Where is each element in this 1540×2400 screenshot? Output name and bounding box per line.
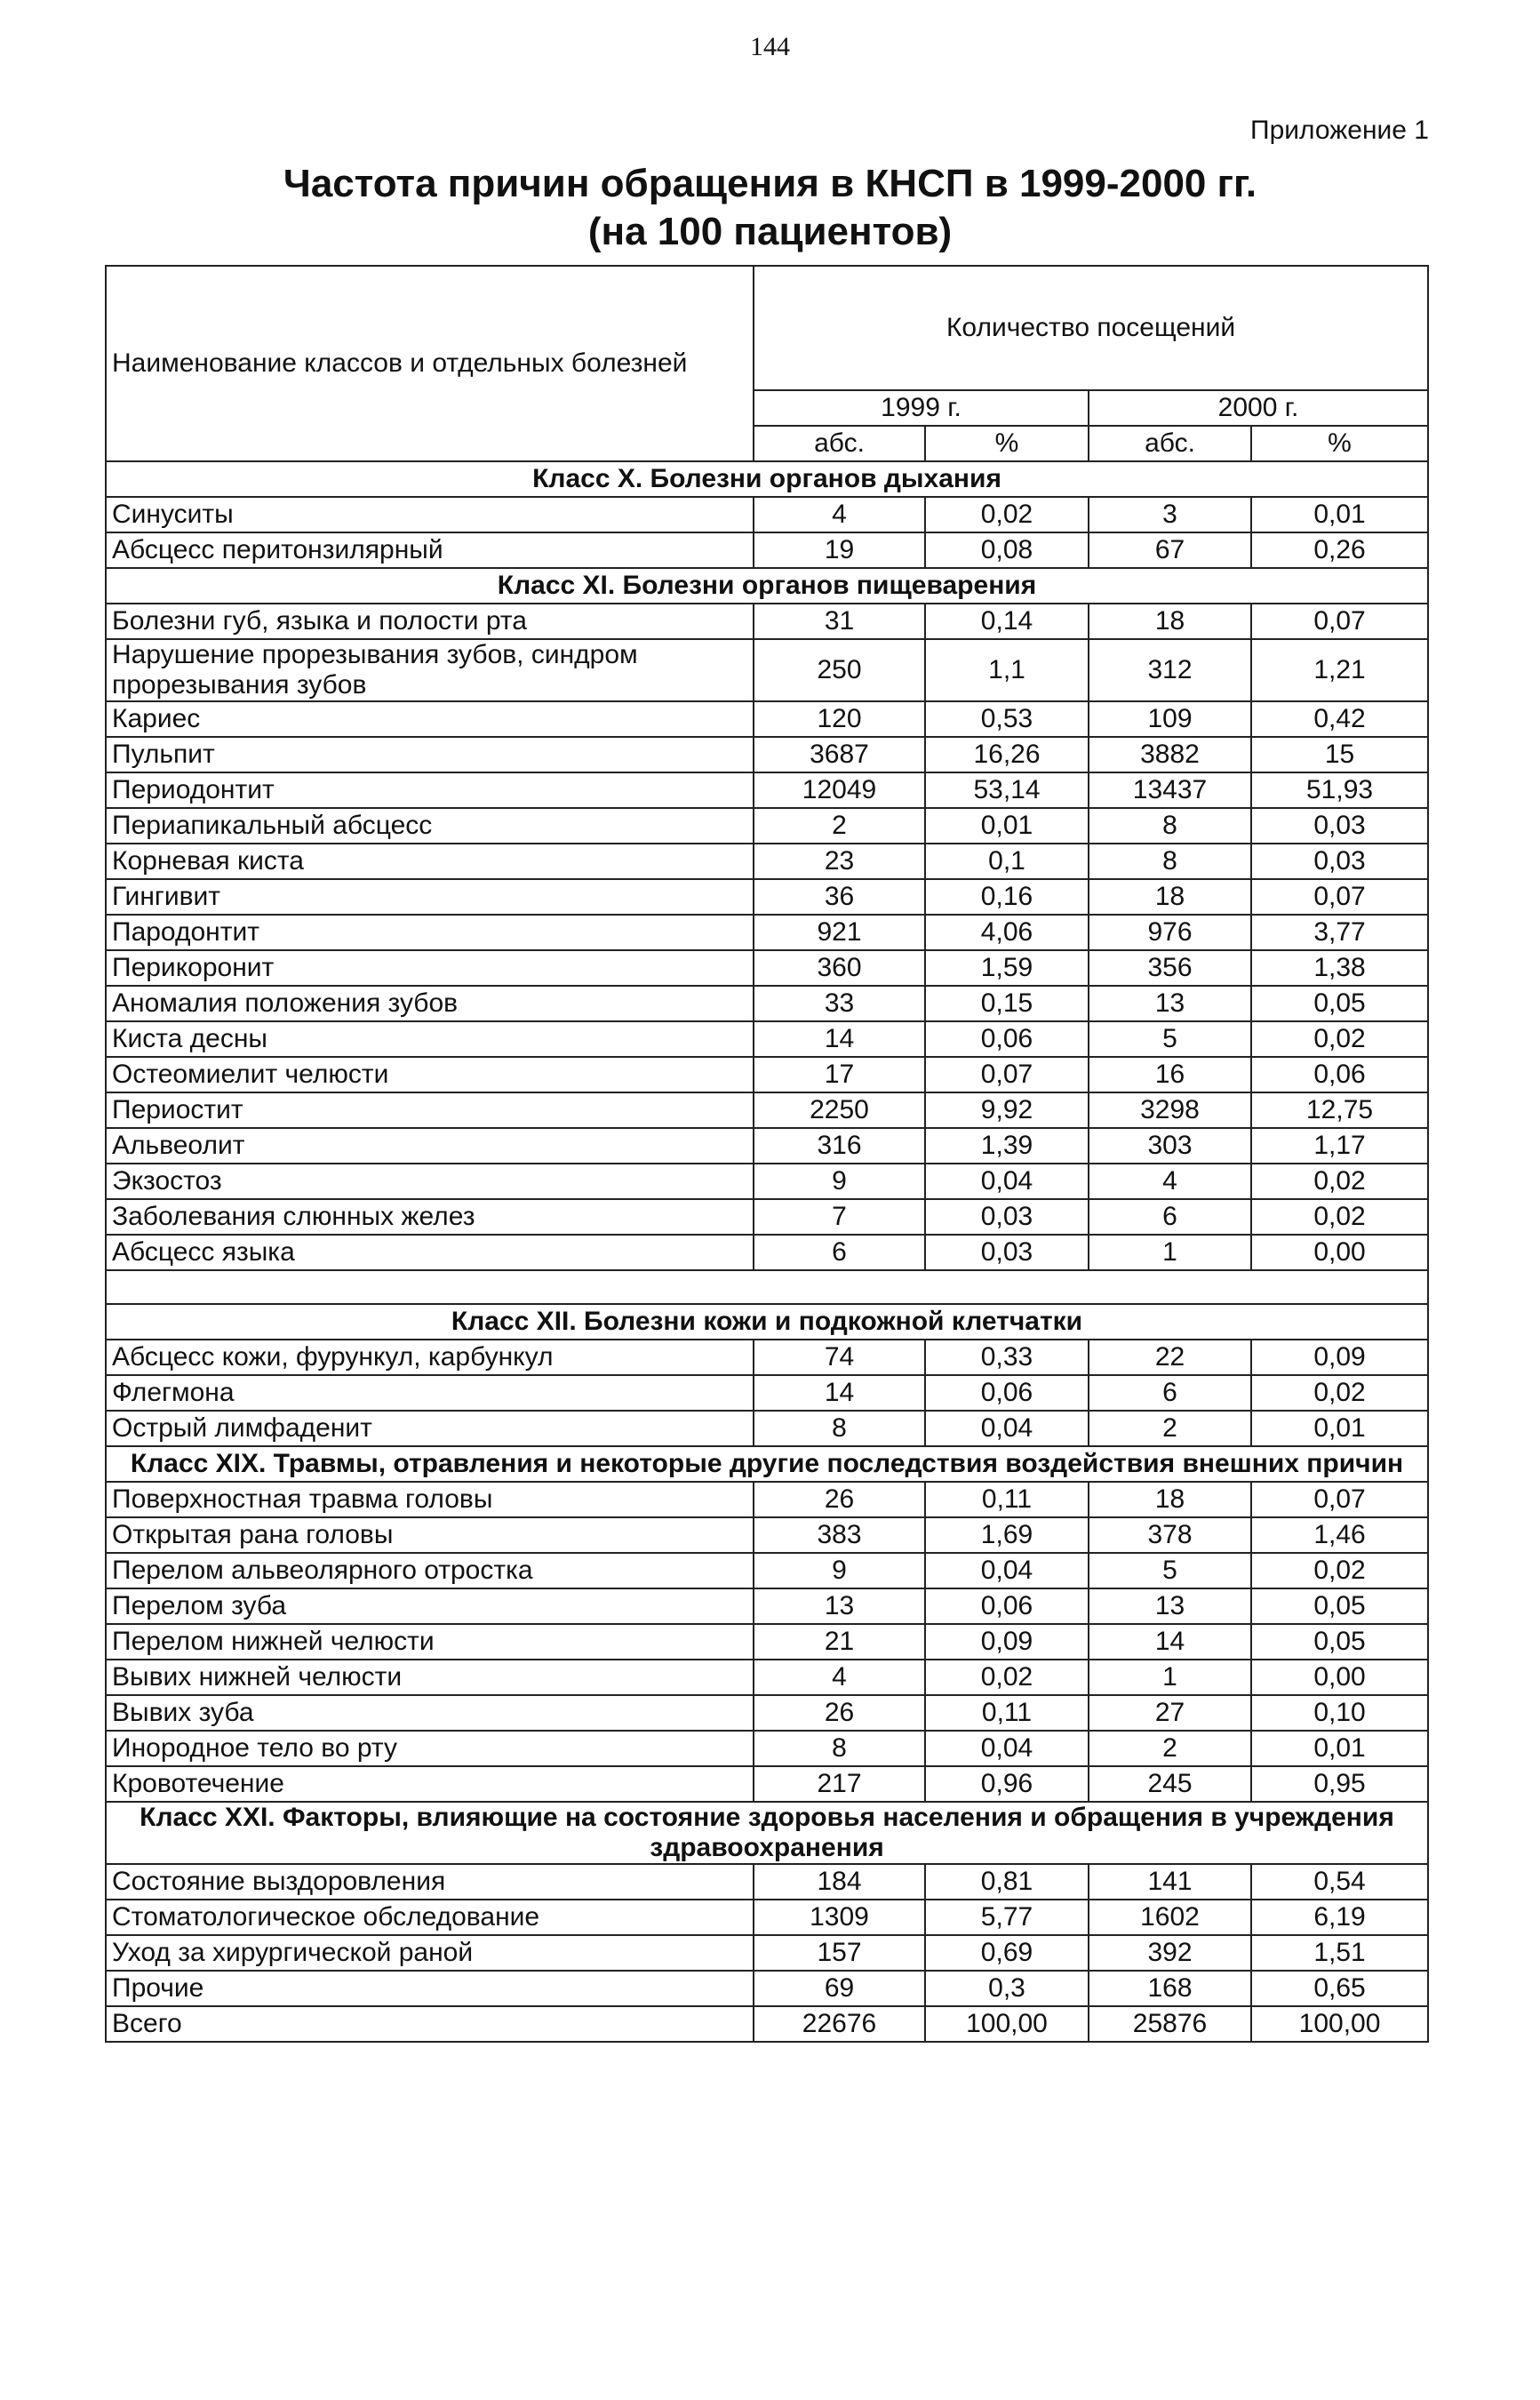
cell-pct-1999: 0,69: [925, 1935, 1089, 1971]
cell-pct-2000: 0,03: [1251, 844, 1428, 879]
section-header-row: [106, 568, 1428, 604]
cell-disease-name: Абсцесс кожи, фурункул, карбункул: [106, 1340, 754, 1375]
cell-disease-name: Остеомиелит челюсти: [106, 1057, 754, 1092]
table-row: [106, 737, 1428, 772]
cell-abs-2000: 245: [1089, 1766, 1251, 1802]
cell-pct-1999: 5,77: [925, 1900, 1089, 1935]
cell-disease-name: Кровотечение: [106, 1766, 754, 1802]
table-row: [106, 1731, 1428, 1766]
cell-pct-2000: 0,02: [1251, 1164, 1428, 1199]
page-title: [0, 160, 1540, 256]
cell-pct-1999: 0,09: [925, 1624, 1089, 1660]
cell-abs-1999: 13: [754, 1588, 925, 1624]
table-row: [106, 2006, 1428, 2042]
table-row: [106, 1482, 1428, 1517]
cell-pct-2000: 0,01: [1251, 1411, 1428, 1446]
cell-abs-2000: 2: [1089, 1731, 1251, 1766]
cell-pct-2000: 0,00: [1251, 1660, 1428, 1695]
cell-pct-1999: 0,16: [925, 879, 1089, 915]
cell-abs-1999: 157: [754, 1935, 925, 1971]
cell-abs-1999: 69: [754, 1971, 925, 2006]
cell-disease-name: Кариес: [106, 701, 754, 737]
cell-abs-2000: 109: [1089, 701, 1251, 737]
cell-abs-2000: 67: [1089, 532, 1251, 568]
cell-disease-name: Перелом зуба: [106, 1588, 754, 1624]
cell-disease-name: Вывих нижней челюсти: [106, 1660, 754, 1695]
table-row: [106, 1588, 1428, 1624]
cell-disease-name: Вывих зуба: [106, 1695, 754, 1731]
cell-pct-1999: 0,96: [925, 1766, 1089, 1802]
cell-abs-1999: 6: [754, 1235, 925, 1270]
cell-abs-2000: 356: [1089, 950, 1251, 986]
cell-abs-2000: 8: [1089, 844, 1251, 879]
cell-pct-1999: 100,00: [925, 2006, 1089, 2042]
cell-disease-name: Пародонтит: [106, 915, 754, 950]
cell-abs-2000: 16: [1089, 1057, 1251, 1092]
cell-abs-1999: 17: [754, 1057, 925, 1092]
section-title: Класс XIX. Травмы, отравления и некоторые другие последствия воздействия внешних причин: [106, 1446, 1428, 1482]
cell-pct-1999: 1,1: [925, 639, 1089, 701]
cell-abs-2000: 25876: [1089, 2006, 1251, 2042]
cell-pct-2000: 0,26: [1251, 532, 1428, 568]
cell-abs-1999: 250: [754, 639, 925, 701]
column-header-abs-2000: абс.: [1089, 426, 1251, 461]
cell-disease-name: Аномалия положения зубов: [106, 986, 754, 1021]
table-row: [106, 1517, 1428, 1553]
cell-abs-1999: 21: [754, 1624, 925, 1660]
column-header-visits: Количество посещений: [754, 266, 1428, 390]
cell-abs-1999: 9: [754, 1553, 925, 1588]
table-row: [106, 604, 1428, 639]
cell-abs-1999: 921: [754, 915, 925, 950]
cell-pct-1999: 0,01: [925, 808, 1089, 844]
cell-abs-2000: 18: [1089, 604, 1251, 639]
cell-pct-1999: 0,06: [925, 1021, 1089, 1057]
column-header-pct-2000: %: [1251, 426, 1428, 461]
section-title: Класс XXI. Факторы, влияющие на состояние здоровья населения и обращения в учреждения здравоохранения: [106, 1802, 1428, 1864]
cell-disease-name: Гингивит: [106, 879, 754, 915]
cell-abs-1999: 31: [754, 604, 925, 639]
cell-disease-name: Киста десны: [106, 1021, 754, 1057]
cell-pct-2000: 0,06: [1251, 1057, 1428, 1092]
cell-pct-2000: 0,95: [1251, 1766, 1428, 1802]
cell-abs-2000: 4: [1089, 1164, 1251, 1199]
cell-disease-name: Открытая рана головы: [106, 1517, 754, 1553]
data-table-container: [105, 265, 1427, 2043]
column-header-1999: 1999 г.: [754, 390, 1089, 426]
cell-pct-1999: 4,06: [925, 915, 1089, 950]
table-row: [106, 1660, 1428, 1695]
cell-pct-2000: 0,54: [1251, 1864, 1428, 1900]
table-row: [106, 497, 1428, 532]
cell-pct-2000: 0,07: [1251, 1482, 1428, 1517]
table-row: [106, 772, 1428, 808]
cell-disease-name: Альвеолит: [106, 1128, 754, 1164]
section-title: Класс XI. Болезни органов пищеварения: [106, 568, 1428, 604]
cell-disease-name: Периостит: [106, 1092, 754, 1128]
table-body: [106, 461, 1428, 2042]
cell-abs-1999: 19: [754, 532, 925, 568]
spacer-cell: [106, 1270, 1428, 1304]
cell-abs-1999: 74: [754, 1340, 925, 1375]
cell-disease-name: Стоматологическое обследование: [106, 1900, 754, 1935]
cell-abs-2000: 13: [1089, 1588, 1251, 1624]
cell-pct-2000: 0,02: [1251, 1199, 1428, 1235]
cell-abs-2000: 5: [1089, 1553, 1251, 1588]
cell-abs-1999: 36: [754, 879, 925, 915]
cell-pct-1999: 0,53: [925, 701, 1089, 737]
cell-abs-1999: 8: [754, 1411, 925, 1446]
cell-disease-name: Перелом нижней челюсти: [106, 1624, 754, 1660]
cell-pct-1999: 0,11: [925, 1695, 1089, 1731]
cell-pct-2000: 0,05: [1251, 1624, 1428, 1660]
cell-pct-1999: 0,04: [925, 1411, 1089, 1446]
section-header-row: [106, 1802, 1428, 1864]
table-row: [106, 1235, 1428, 1270]
cell-pct-2000: 1,46: [1251, 1517, 1428, 1553]
cell-disease-name: Флегмона: [106, 1375, 754, 1411]
cell-pct-2000: 0,07: [1251, 604, 1428, 639]
cell-pct-2000: 0,05: [1251, 1588, 1428, 1624]
cell-pct-1999: 0,33: [925, 1340, 1089, 1375]
cell-disease-name: Уход за хирургической раной: [106, 1935, 754, 1971]
cell-pct-1999: 16,26: [925, 737, 1089, 772]
table-row: [106, 1092, 1428, 1128]
cell-disease-name: Абсцесс языка: [106, 1235, 754, 1270]
cell-pct-2000: 0,09: [1251, 1340, 1428, 1375]
section-title: Класс XII. Болезни кожи и подкожной клетчатки: [106, 1304, 1428, 1340]
table-row: [106, 950, 1428, 986]
cell-disease-name: Прочие: [106, 1971, 754, 2006]
cell-abs-2000: 27: [1089, 1695, 1251, 1731]
table-row: [106, 1624, 1428, 1660]
cell-pct-1999: 0,02: [925, 1660, 1089, 1695]
cell-pct-2000: 0,03: [1251, 808, 1428, 844]
cell-pct-1999: 0,14: [925, 604, 1089, 639]
cell-abs-2000: 22: [1089, 1340, 1251, 1375]
cell-pct-2000: 0,01: [1251, 1731, 1428, 1766]
table-row: [106, 879, 1428, 915]
table-row: [106, 1199, 1428, 1235]
cell-pct-2000: 1,38: [1251, 950, 1428, 986]
cell-disease-name: Болезни губ, языка и полости рта: [106, 604, 754, 639]
cell-pct-2000: 15: [1251, 737, 1428, 772]
cell-pct-2000: 0,02: [1251, 1375, 1428, 1411]
cell-abs-1999: 12049: [754, 772, 925, 808]
table-row: [106, 1340, 1428, 1375]
cell-pct-1999: 53,14: [925, 772, 1089, 808]
section-header-row: [106, 1304, 1428, 1340]
cell-abs-1999: 383: [754, 1517, 925, 1553]
cell-disease-name: Острый лимфаденит: [106, 1411, 754, 1446]
cell-abs-1999: 184: [754, 1864, 925, 1900]
cell-disease-name: Всего: [106, 2006, 754, 2042]
cell-abs-2000: 6: [1089, 1375, 1251, 1411]
cell-pct-2000: 0,42: [1251, 701, 1428, 737]
cell-pct-1999: 0,03: [925, 1235, 1089, 1270]
cell-abs-1999: 217: [754, 1766, 925, 1802]
cell-pct-2000: 0,02: [1251, 1553, 1428, 1588]
cell-abs-1999: 4: [754, 497, 925, 532]
cell-abs-1999: 22676: [754, 2006, 925, 2042]
cell-disease-name: Инородное тело во рту: [106, 1731, 754, 1766]
cell-pct-2000: 0,00: [1251, 1235, 1428, 1270]
cell-pct-1999: 0,04: [925, 1731, 1089, 1766]
cell-abs-1999: 26: [754, 1482, 925, 1517]
cell-disease-name: Экзостоз: [106, 1164, 754, 1199]
cell-abs-1999: 2250: [754, 1092, 925, 1128]
cell-pct-1999: 0,04: [925, 1553, 1089, 1588]
cell-pct-2000: 1,51: [1251, 1935, 1428, 1971]
table-row: [106, 1057, 1428, 1092]
appendix-label: Приложение 1: [1250, 116, 1429, 145]
cell-pct-1999: 0,06: [925, 1375, 1089, 1411]
cell-abs-2000: 13437: [1089, 772, 1251, 808]
cell-abs-1999: 1309: [754, 1900, 925, 1935]
cell-abs-2000: 1602: [1089, 1900, 1251, 1935]
cell-abs-2000: 3298: [1089, 1092, 1251, 1128]
cell-pct-2000: 0,10: [1251, 1695, 1428, 1731]
cell-pct-2000: 51,93: [1251, 772, 1428, 808]
title-line-2: (на 100 пациентов): [587, 210, 953, 253]
cell-pct-2000: 1,17: [1251, 1128, 1428, 1164]
cell-pct-1999: 1,59: [925, 950, 1089, 986]
cell-abs-2000: 18: [1089, 1482, 1251, 1517]
cell-pct-2000: 12,75: [1251, 1092, 1428, 1128]
cell-abs-1999: 8: [754, 1731, 925, 1766]
frequency-table: [105, 265, 1429, 2043]
table-row: [106, 1900, 1428, 1935]
cell-disease-name: Состояние выздоровления: [106, 1864, 754, 1900]
cell-pct-2000: 6,19: [1251, 1900, 1428, 1935]
title-line-1: Частота причин обращения в КНСП в 1999-2000 гг.: [283, 162, 1257, 205]
table-row: [106, 1935, 1428, 1971]
cell-abs-2000: 8: [1089, 808, 1251, 844]
cell-abs-2000: 312: [1089, 639, 1251, 701]
cell-pct-1999: 0,3: [925, 1971, 1089, 2006]
table-row: [106, 532, 1428, 568]
cell-abs-2000: 3882: [1089, 737, 1251, 772]
cell-disease-name: Абсцесс перитонзилярный: [106, 532, 754, 568]
cell-abs-1999: 316: [754, 1128, 925, 1164]
cell-abs-1999: 7: [754, 1199, 925, 1235]
cell-abs-1999: 4: [754, 1660, 925, 1695]
cell-pct-1999: 9,92: [925, 1092, 1089, 1128]
cell-pct-1999: 0,06: [925, 1588, 1089, 1624]
section-title: Класс X. Болезни органов дыхания: [106, 461, 1428, 497]
table-row: [106, 639, 1428, 701]
cell-abs-2000: 303: [1089, 1128, 1251, 1164]
cell-abs-2000: 392: [1089, 1935, 1251, 1971]
cell-abs-1999: 360: [754, 950, 925, 986]
cell-pct-1999: 0,81: [925, 1864, 1089, 1900]
cell-pct-2000: 0,05: [1251, 986, 1428, 1021]
cell-abs-1999: 2: [754, 808, 925, 844]
section-header-row: [106, 461, 1428, 497]
cell-disease-name: Периапикальный абсцесс: [106, 808, 754, 844]
cell-abs-2000: 13: [1089, 986, 1251, 1021]
cell-pct-2000: 0,02: [1251, 1021, 1428, 1057]
cell-abs-1999: 26: [754, 1695, 925, 1731]
cell-disease-name: Поверхностная травма головы: [106, 1482, 754, 1517]
table-row: [106, 1695, 1428, 1731]
cell-disease-name: Нарушение прорезывания зубов, синдром прорезывания зубов: [106, 639, 754, 701]
cell-pct-1999: 1,39: [925, 1128, 1089, 1164]
cell-pct-1999: 0,1: [925, 844, 1089, 879]
cell-abs-2000: 5: [1089, 1021, 1251, 1057]
cell-pct-1999: 0,07: [925, 1057, 1089, 1092]
cell-abs-2000: 6: [1089, 1199, 1251, 1235]
table-row: [106, 1411, 1428, 1446]
cell-abs-2000: 168: [1089, 1971, 1251, 2006]
cell-pct-2000: 0,07: [1251, 879, 1428, 915]
cell-disease-name: Корневая киста: [106, 844, 754, 879]
cell-abs-2000: 18: [1089, 879, 1251, 915]
cell-pct-2000: 0,01: [1251, 497, 1428, 532]
table-row: [106, 701, 1428, 737]
table-row: [106, 1971, 1428, 2006]
cell-abs-1999: 14: [754, 1375, 925, 1411]
column-header-abs-1999: абс.: [754, 426, 925, 461]
table-row: [106, 844, 1428, 879]
cell-pct-2000: 1,21: [1251, 639, 1428, 701]
column-header-name: Наименование классов и отдельных болезней: [106, 266, 754, 461]
cell-abs-2000: 141: [1089, 1864, 1251, 1900]
table-header: [106, 266, 1428, 461]
cell-pct-1999: 0,02: [925, 497, 1089, 532]
cell-pct-2000: 0,65: [1251, 1971, 1428, 2006]
cell-pct-1999: 0,11: [925, 1482, 1089, 1517]
cell-disease-name: Перикоронит: [106, 950, 754, 986]
table-row: [106, 1553, 1428, 1588]
cell-abs-1999: 120: [754, 701, 925, 737]
cell-abs-2000: 3: [1089, 497, 1251, 532]
table-row: [106, 915, 1428, 950]
section-header-row: [106, 1446, 1428, 1482]
column-header-pct-1999: %: [925, 426, 1089, 461]
cell-abs-2000: 378: [1089, 1517, 1251, 1553]
table-row: [106, 986, 1428, 1021]
cell-abs-1999: 3687: [754, 737, 925, 772]
cell-disease-name: Периодонтит: [106, 772, 754, 808]
cell-abs-1999: 14: [754, 1021, 925, 1057]
cell-abs-2000: 1: [1089, 1235, 1251, 1270]
cell-pct-1999: 0,04: [925, 1164, 1089, 1199]
table-row: [106, 1164, 1428, 1199]
cell-disease-name: Синуситы: [106, 497, 754, 532]
cell-pct-1999: 0,15: [925, 986, 1089, 1021]
table-row: [106, 1766, 1428, 1802]
cell-abs-1999: 23: [754, 844, 925, 879]
cell-abs-2000: 976: [1089, 915, 1251, 950]
cell-abs-2000: 1: [1089, 1660, 1251, 1695]
cell-abs-2000: 14: [1089, 1624, 1251, 1660]
table-row: [106, 1375, 1428, 1411]
cell-pct-2000: 3,77: [1251, 915, 1428, 950]
cell-disease-name: Перелом альвеолярного отростка: [106, 1553, 754, 1588]
table-row: [106, 1864, 1428, 1900]
cell-abs-2000: 2: [1089, 1411, 1251, 1446]
cell-pct-1999: 0,03: [925, 1199, 1089, 1235]
cell-pct-1999: 0,08: [925, 532, 1089, 568]
column-header-2000: 2000 г.: [1089, 390, 1428, 426]
cell-disease-name: Пульпит: [106, 737, 754, 772]
page-number: 144: [750, 32, 790, 61]
spacer-row: [106, 1270, 1428, 1304]
cell-disease-name: Заболевания слюнных желез: [106, 1199, 754, 1235]
cell-abs-1999: 9: [754, 1164, 925, 1199]
table-row: [106, 1128, 1428, 1164]
cell-abs-1999: 33: [754, 986, 925, 1021]
cell-pct-2000: 100,00: [1251, 2006, 1428, 2042]
cell-pct-1999: 1,69: [925, 1517, 1089, 1553]
table-row: [106, 808, 1428, 844]
table-row: [106, 1021, 1428, 1057]
